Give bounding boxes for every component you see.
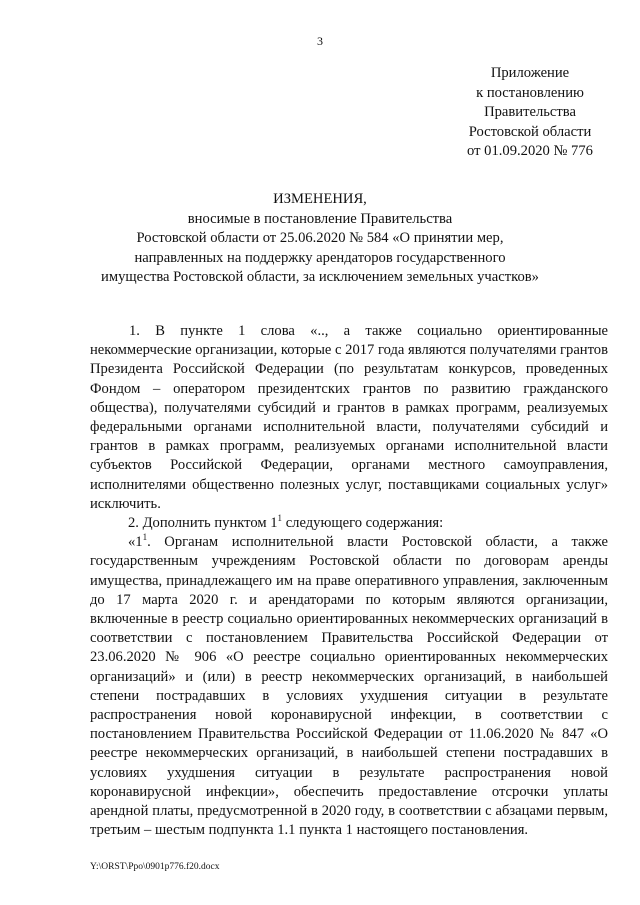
- p2-text-end: следующего содержания:: [282, 515, 444, 532]
- file-path-footer: Y:\ORST\Ppo\0901p776.f20.docx: [90, 862, 220, 872]
- document-title: [70, 190, 570, 288]
- paragraph-2: [90, 514, 608, 533]
- page-number: 3: [317, 34, 323, 48]
- p3-text-end: . Органам исполнительной власти Ростовской области, а также государственным учреждениям Ростовской области по договорам аренды имущества, принадлежащего им на праве оперативного управления, заключенным до 17 марта 2020 г. и арендаторами по которым являются организации, включенные в реестр социально ориентированных некоммерческих организаций в соответствии с постановлением Правительства Российской Федерации от 23.06.2020 № 906 «О реестре социально ориентированных некоммерческих организаций» и (или) в реестр некоммерческих организаций, в наибольшей степени пострадавших в условиях ухудшения ситуации в результате распространения новой коронавирусной инфекции, в соответствии с постановлением Правительства Российской Федерации от 11.06.2020 № 847 «О реестре некоммерческих организаций, в наибольшей степени пострадавших в условиях ухудшения ситуации в результате распространения новой коронавирусной инфекции», обеспечить предоставление отсрочки уплаты арендной платы, предусмотренной в 2020 году, в соответствии с абзацами первым, третьим – шестым подпункта 1.1 пункта 1 настоящего постановления.: [90, 534, 608, 839]
- p2-superscript: 1: [277, 513, 283, 524]
- title-line: имущества Ростовской области, за исключением земельных участков»: [101, 269, 539, 285]
- title-line: направленных на поддержку арендаторов государственного: [134, 249, 506, 266]
- appendix-line: Ростовской области: [468, 123, 592, 140]
- p2-text: 2. Дополнить пунктом 1: [128, 515, 278, 532]
- title-heading: ИЗМЕНЕНИЯ,: [273, 191, 367, 207]
- p3-superscript: 1: [142, 532, 148, 543]
- appendix-line: от 01.09.2020 № 776: [467, 143, 593, 159]
- document-body: [90, 322, 608, 840]
- title-line: вносимые в постановление Правительства: [187, 210, 453, 227]
- paragraph-3: [90, 533, 608, 840]
- appendix-block: [440, 64, 620, 162]
- title-line: Ростовской области от 25.06.2020 № 584 «О принятии мер,: [136, 230, 504, 246]
- paragraph-1: 1. В пункте 1 слова «.., а также социально ориентированные некоммерческие организации, которые с 2017 года являются получателями грантов Президента Российской Федерации (по результатам конкурсов, проведенных Фондом – оператором президентских грантов по развитию гражданского общества), получателями субсидий и грантов в рамках программ, реализуемых федеральными органами исполнительной власти, получателями субсидий и грантов в рамках программ, реализуемых органами исполнительной власти субъектов Российской Федерации, органами местного самоуправления, исполнителями общественно полезных услуг, поставщиками социальных услуг» исключить.: [90, 323, 608, 512]
- appendix-line: к постановлению: [476, 84, 584, 101]
- appendix-line: Правительства: [484, 104, 576, 120]
- p3-text: «1: [128, 534, 143, 551]
- appendix-line: Приложение: [490, 65, 570, 81]
